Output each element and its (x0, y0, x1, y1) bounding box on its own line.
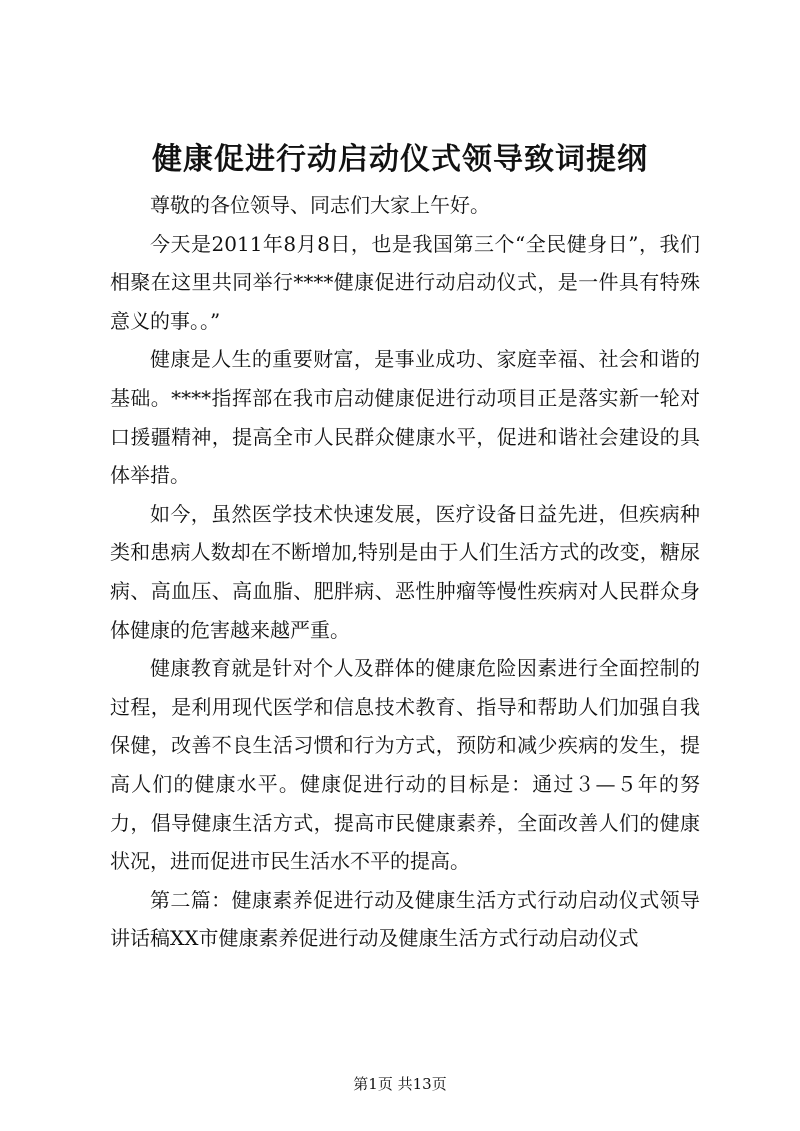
page-number-footer: 第1页 共13页 (353, 1075, 447, 1093)
paragraph-opening: 今天是2011年8月8日，也是我国第三个“全民健身日”，我们相聚在这里共同举行****健康促进行动启动仪式，是一件具有特殊意义的事。。” (110, 231, 700, 333)
paragraph-disease-trends: 如今，虽然医学技术快速发展，医疗设备日益先进，但疾病种类和患病人数却在不断增加,特别是由于人们生活方式的改变，糖尿病、高血压、高血脂、肥胖病、恶性肿瘤等慢性疾病对人民群众身体健康的危害越来越严重。 (110, 501, 700, 642)
paragraph-health-education: 健康教育就是针对个人及群体的健康危险因素进行全面控制的过程，是利用现代医学和信息技术教育、指导和帮助人们加强自我保健，改善不良生活习惯和行为方式，预防和减少疾病的发生，提高人们的健康水平。健康促进行动的目标是：通过３—５年的努力，倡导健康生活方式，提高市民健康素养，全面改善人们的健康状况，进而促进市民生活水不平的提高。 (110, 656, 700, 874)
paragraph-second-article: 第二篇：健康素养促进行动及健康生活方式行动启动仪式领导讲话稿XX市健康素养促进行动及健康生活方式行动启动仪式 (110, 887, 700, 951)
paragraph-health-importance: 健康是人生的重要财富，是事业成功、家庭幸福、社会和谐的基础。****指挥部在我市启动健康促进行动项目正是落实新一轮对口援疆精神，提高全市人民群众健康水平，促进和谐社会建设的具体举措。 (110, 347, 700, 488)
document-title: 健康促进行动启动仪式领导致词提纲 (152, 142, 648, 177)
document-body (110, 186, 700, 958)
paragraph-greeting: 尊敬的各位领导、同志们大家上午好。 (150, 193, 490, 217)
